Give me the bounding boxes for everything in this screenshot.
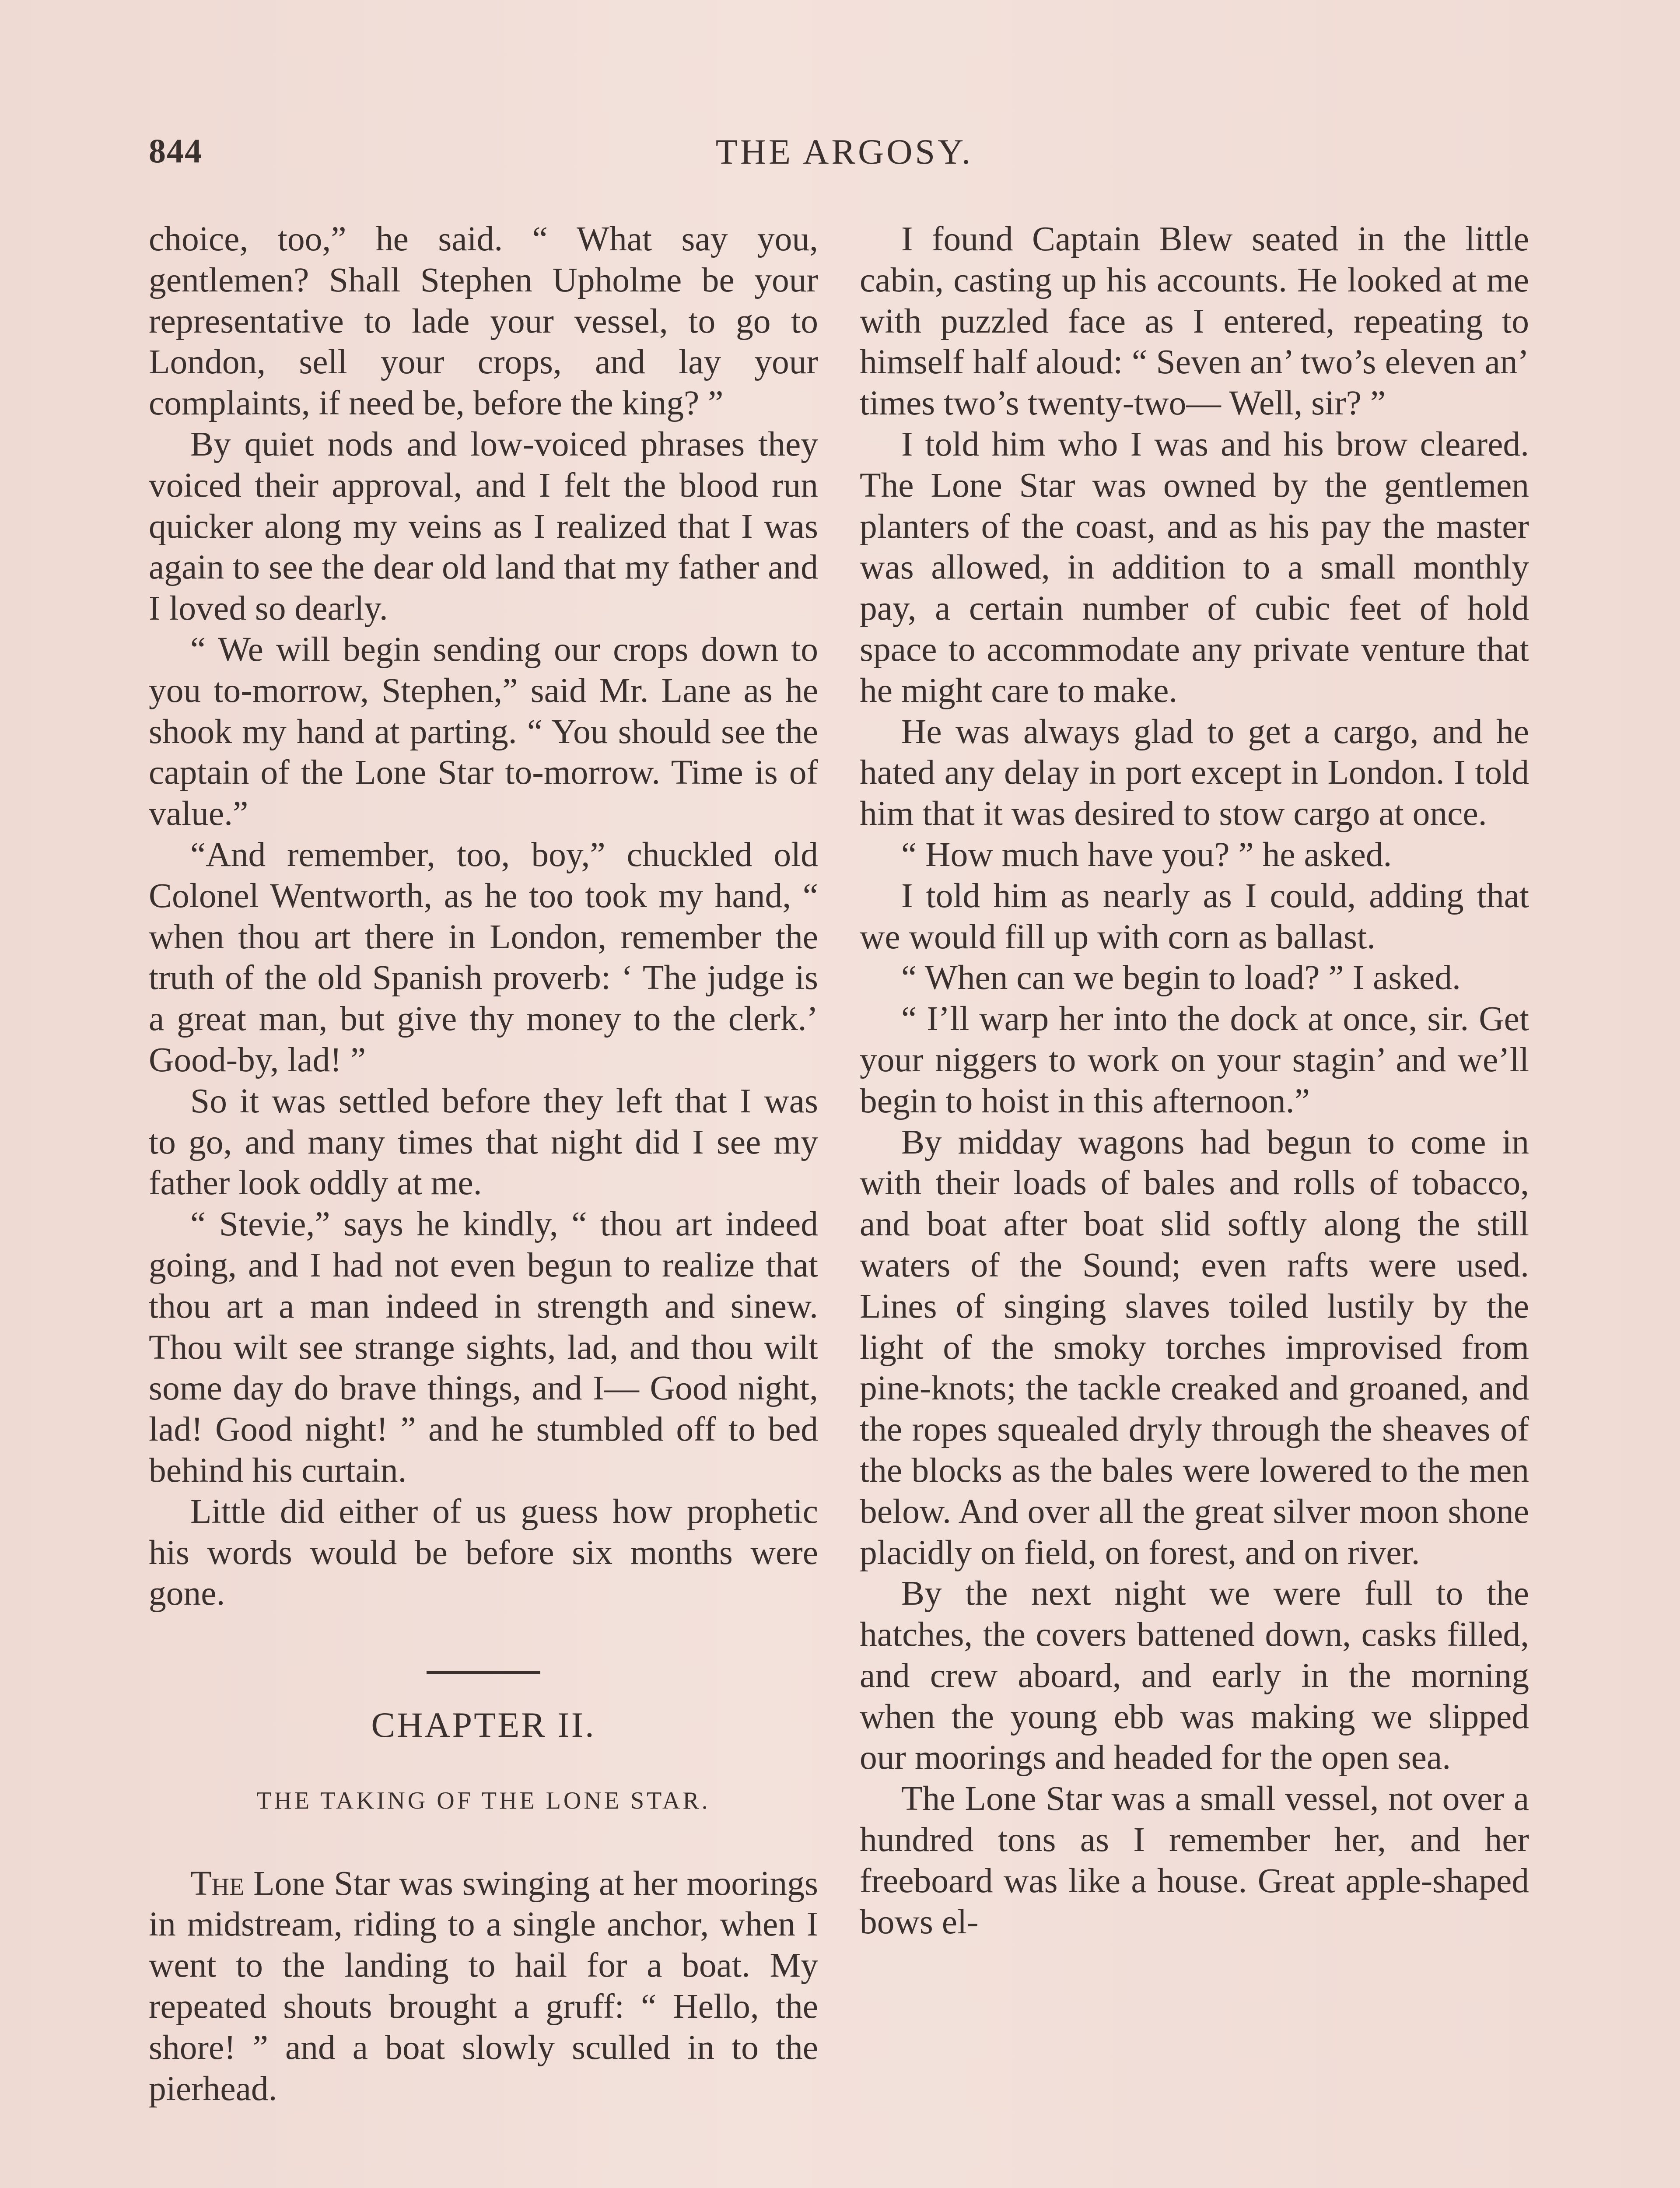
paragraph: So it was settled before they left that I was to go, and many times that night did I see my father look oddly at me.	[149, 1081, 818, 1203]
paragraph: By the next night we were full to the hatches, the covers battened down, casks filled, and crew aboard, and early in the morning when the young ebb was making we slipped our moorings and headed for the open sea.	[860, 1574, 1529, 1777]
paragraph: “ We will begin sending our crops down to you to-morrow, Stephen,” said Mr. Lane as he shook my hand at parting. “ You should see the captain of the Lone Star to-morrow. Time is of value.”	[149, 630, 818, 833]
paragraph: I found Captain Blew seated in the little cabin, casting up his accounts. He looked at me with puzzled face as I entered, repeating to himself half aloud: “ Seven an’ two’s eleven an’ times two’s twenty-two— Well, sir? ”	[860, 220, 1529, 423]
paragraph: I told him as nearly as I could, adding that we would fill up with corn as ballast.	[860, 876, 1529, 956]
left-column	[149, 219, 818, 2109]
paragraph: “ When can we begin to load? ” I asked.	[901, 958, 1461, 997]
paragraph: choice, too,” he said. “ What say you, gentlemen? Shall Stephen Upholme be your representative to lade your vessel, to go to London, sell your crops, and lay your complaints, if need be, before the king? ”	[149, 220, 818, 423]
running-title: THE ARGOSY.	[715, 132, 973, 172]
chapter-subtitle: THE TAKING OF THE LONE STAR.	[256, 1787, 710, 1814]
chapter-opening-paragraph	[149, 1863, 818, 2110]
paragraph: By midday wagons had begun to come in with their loads of bales and rolls of tobacco, and boat after boat slid softly along the still waters of the Sound; even rafts were used. Lines of singing slaves toiled lustily by the light of the smoky torches improvised from pine-knots; the tackle creaked and groaned, and the ropes squealed dryly through the sheaves of the blocks as the bales were lowered to the men below. And over all the great silver moon shone placidly on field, on forest, and on river.	[860, 1122, 1529, 1572]
paragraph: Little did either of us guess how prophetic his words would be before six months were gone.	[149, 1492, 818, 1613]
paragraph: “ How much have you? ” he asked.	[901, 835, 1392, 874]
paragraph: “ Stevie,” says he kindly, “ thou art indeed going, and I had not even begun to realize that thou art a man indeed in strength and sinew. Thou wilt see strange sights, lad, and thou wilt some day do brave things, and I— Good night, lad! Good night! ” and he stumbled off to bed behind his curtain.	[149, 1205, 818, 1490]
section-divider	[427, 1671, 540, 1674]
paragraph: The Lone Star was a small vessel, not over a hundred tons as I remember her, and her freeboard was like a house. Great apple-shaped bows el-	[860, 1779, 1529, 1941]
chapter-opening-text: Lone Star was swinging at her moorings in midstream, riding to a single anchor, when I went to the landing to hail for a boat. My repeated shouts brought a gruff: “ Hello, the shore! ” and a boat slowly sculled in to the pierhead.	[149, 1864, 818, 2108]
page-header	[149, 131, 1540, 184]
page-number: 844	[149, 132, 203, 170]
chapter-opening-lead: The	[190, 1864, 245, 1903]
chapter-heading: CHAPTER II.	[371, 1705, 596, 1745]
paragraph: “And remember, too, boy,” chuckled old Colonel Wentworth, as he too took my hand, “ when thou art there in London, remember the truth of the old Spanish proverb: ‘ The judge is a great man, but give thy money to the clerk.’ Good-by, lad! ”	[149, 835, 818, 1079]
paragraph: I told him who I was and his brow cleared. The Lone Star was owned by the gentlemen planters of the coast, and as his pay the master was allowed, in addition to a small monthly pay, a certain number of cubic feet of hold space to accommodate any private venture that he might care to make.	[860, 424, 1529, 710]
paragraph: He was always glad to get a cargo, and he hated any delay in port except in London. I told him that it was desired to stow cargo at once.	[860, 712, 1529, 833]
paragraph: By quiet nods and low-voiced phrases they voiced their approval, and I felt the blood run quicker along my veins as I realized that I was again to see the dear old land that my father and I loved so dearly.	[149, 424, 818, 628]
right-column	[860, 219, 1529, 1943]
paragraph: “ I’ll warp her into the dock at once, sir. Get your niggers to work on your stagin’ and we’ll begin to hoist in this afternoon.”	[860, 999, 1529, 1120]
